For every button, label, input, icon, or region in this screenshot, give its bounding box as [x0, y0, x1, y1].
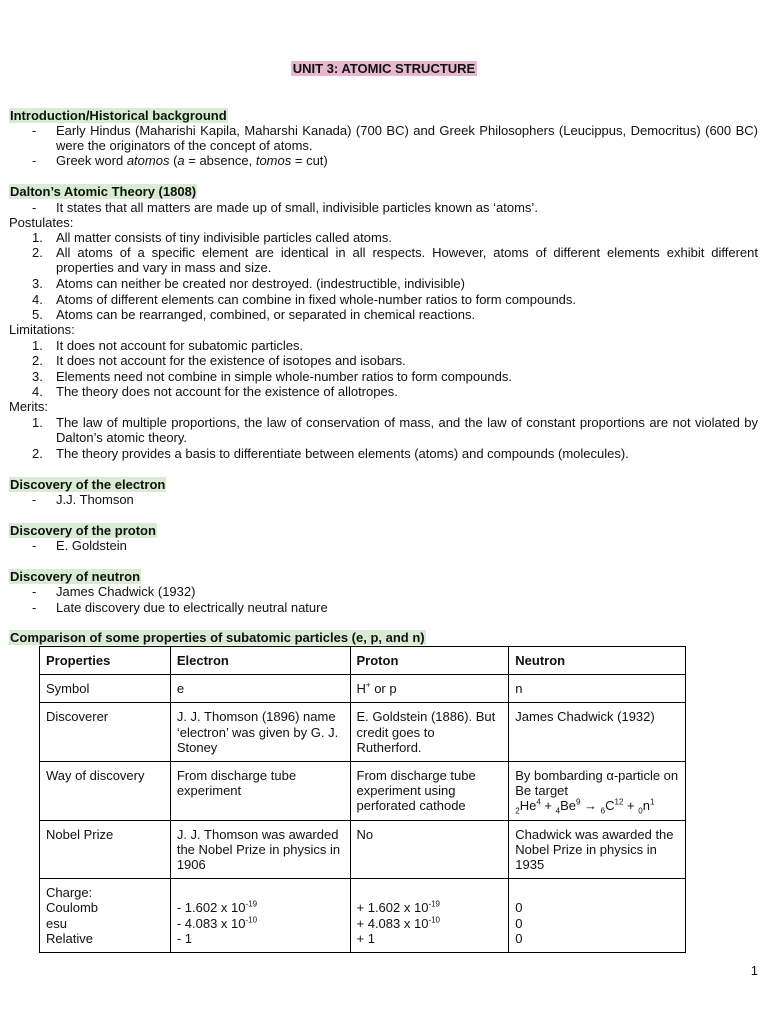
postulates-label: Postulates:: [9, 215, 74, 230]
row-label: Discoverer: [40, 703, 171, 762]
subscript: 4: [555, 807, 561, 817]
table-header-row: [40, 647, 686, 675]
row-label: Nobel Prize: [40, 820, 171, 879]
postulate-text: Atoms can be rearranged, combined, or separated in chemical reactions.: [56, 307, 476, 322]
charge-label: Charge:: [46, 885, 93, 901]
list-number: 2.: [32, 245, 43, 260]
list-number: 2.: [32, 353, 43, 368]
row-label: Symbol: [40, 675, 171, 703]
dalton-heading: Dalton’s Atomic Theory (1808): [10, 184, 197, 199]
superscript: 4: [536, 798, 541, 808]
intro-bullet-1-text: Early Hindus (Maharishi Kapila, Maharshi Kanada) (700 BC) and Greek Philosophers (Leucippus, Democritus) (600 BC) were the originators of the concept of atoms.: [56, 123, 758, 153]
charge-sub-label: Relative: [46, 930, 93, 946]
text-fragment: H: [356, 681, 366, 697]
list-number: 1.: [32, 230, 43, 245]
intro-bullet-2-text: [56, 153, 758, 168]
text-fragment: = absence,: [184, 153, 256, 168]
charge-sub-label: esu: [46, 915, 67, 931]
text-fragment: Be: [560, 798, 576, 814]
text-fragment: n: [642, 798, 650, 814]
table-cell: J. J. Thomson (1896) name ‘electron’ was given by G. J. Stoney: [170, 703, 350, 762]
neutron-item-text: James Chadwick (1932): [56, 584, 196, 599]
table-row: [40, 879, 686, 953]
superscript: -10: [245, 915, 258, 925]
list-number: 4.: [32, 292, 43, 307]
table-cell: [509, 879, 686, 953]
merit-text: The theory provides a basis to differentiate between elements (atoms) and compounds (molecules).: [56, 446, 629, 461]
list-number: 1.: [32, 338, 43, 353]
subscript: 0: [638, 807, 643, 817]
limitation-text: It does not account for the existence of isotopes and isobars.: [56, 353, 406, 368]
list-number: 1.: [32, 415, 43, 430]
postulate-text: Atoms of different elements can combine in fixed whole-number ratios to form compounds.: [56, 292, 577, 307]
table-cell: James Chadwick (1932): [509, 703, 686, 762]
table-cell: E. Goldstein (1886). But credit goes to Rutherford.: [350, 703, 509, 762]
text-fragment: (: [169, 153, 178, 168]
table-cell: e: [170, 675, 350, 703]
list-number: 2.: [32, 446, 43, 461]
header-cell: Proton: [350, 647, 509, 675]
limitation-text: Elements need not combine in simple whole-number ratios to form compounds.: [56, 369, 512, 384]
limitations-label: Limitations:: [9, 322, 75, 337]
charge-value: 0: [515, 915, 523, 931]
table-row: [40, 762, 686, 821]
arrow-symbol: →: [580, 798, 601, 814]
text-fragment: +: [623, 798, 639, 814]
superscript: 9: [575, 798, 581, 808]
table-cell: Chadwick was awarded the Nobel Prize in physics in 1935: [509, 820, 686, 879]
page-title: UNIT 3: ATOMIC STRUCTURE: [292, 61, 476, 76]
proton-item-text: E. Goldstein: [56, 538, 127, 553]
page-number: 1: [750, 963, 758, 978]
row-label: Way of discovery: [40, 762, 171, 821]
dash-marker: -: [32, 538, 37, 553]
table-cell: [350, 879, 509, 953]
charge-value: + 1.602 x 10: [356, 900, 429, 916]
electron-item-text: J.J. Thomson: [56, 492, 134, 507]
row-label: [40, 879, 171, 953]
text-fragment: = cut): [291, 153, 328, 168]
charge-value: 0: [515, 900, 523, 916]
comparison-table: [39, 646, 686, 953]
intro-heading: Introduction/Historical background: [10, 108, 227, 123]
header-cell: Properties: [40, 647, 171, 675]
list-number: 3.: [32, 369, 43, 384]
superscript: +: [365, 680, 371, 690]
charge-value: - 1: [176, 930, 192, 946]
limitation-text: It does not account for subatomic particles.: [56, 338, 304, 353]
charge-value: - 1.602 x 10: [176, 900, 246, 916]
dash-marker: -: [32, 200, 37, 215]
table-cell: From discharge tube experiment: [170, 762, 350, 821]
text-fragment: C: [605, 798, 615, 814]
table-row: [40, 675, 686, 703]
text-fragment: or p: [370, 681, 397, 697]
table-cell: [350, 675, 509, 703]
italic-term: atomos: [126, 153, 170, 168]
proton-heading: Discovery of the proton: [10, 523, 156, 538]
italic-term: a: [177, 153, 185, 168]
list-number: 4.: [32, 384, 43, 399]
merits-label: Merits:: [9, 399, 48, 414]
merit-text: The law of multiple proportions, the law of conservation of mass, and the law of constant proportions are not violated by Dalton’s atomic theory.: [56, 415, 758, 446]
neutron-heading: Discovery of neutron: [10, 569, 141, 584]
table-row: [40, 820, 686, 879]
list-number: 5.: [32, 307, 43, 322]
nuclear-equation: [515, 798, 655, 817]
text-fragment: +: [540, 798, 556, 814]
charge-value: + 4.083 x 10: [356, 915, 429, 931]
text-fragment: He: [519, 798, 537, 814]
table-cell: n: [509, 675, 686, 703]
charge-value: 0: [515, 930, 523, 946]
electron-heading: Discovery of the electron: [10, 477, 166, 492]
header-cell: Neutron: [509, 647, 686, 675]
superscript: 1: [649, 798, 655, 808]
dash-marker: -: [32, 123, 37, 138]
table-cell: No: [350, 820, 509, 879]
neutron-item-text: Late discovery due to electrically neutral nature: [56, 600, 328, 615]
way-text: By bombarding α-particle on Be target: [515, 768, 679, 799]
superscript: -19: [428, 900, 440, 910]
title-container: [0, 61, 768, 76]
charge-value: - 4.083 x 10: [176, 915, 246, 931]
dash-marker: -: [32, 584, 37, 599]
charge-value: + 1: [356, 930, 375, 946]
table-cell: [170, 879, 350, 953]
superscript: -19: [245, 900, 258, 910]
text-fragment: Greek word: [56, 153, 127, 168]
charge-sub-label: Coulomb: [46, 900, 99, 916]
postulate-text: All matter consists of tiny indivisible particles called atoms.: [56, 230, 392, 245]
dalton-statement-text: It states that all matters are made up of small, indivisible particles known as ‘atoms’.: [56, 200, 538, 215]
table-row: [40, 703, 686, 762]
header-cell: Electron: [170, 647, 350, 675]
table-cell: J. J. Thomson was awarded the Nobel Prize in physics in 1906: [170, 820, 350, 879]
comparison-heading: Comparison of some properties of subatomic particles (e, p, and n): [10, 630, 425, 645]
postulate-text: All atoms of a specific element are identical in all respects. However, atoms of different elements exhibit different properties and vary in mass and size.: [56, 245, 758, 276]
dash-marker: -: [32, 153, 37, 168]
subscript: 2: [515, 807, 520, 817]
subscript: 6: [600, 807, 606, 817]
italic-term: tomos: [255, 153, 292, 168]
list-number: 3.: [32, 276, 43, 291]
limitation-text: The theory does not account for the existence of allotropes.: [56, 384, 398, 399]
dash-marker: -: [32, 600, 37, 615]
table-cell: [509, 762, 686, 821]
dash-marker: -: [32, 492, 37, 507]
postulate-text: Atoms can neither be created nor destroyed. (indestructible, indivisible): [56, 276, 465, 291]
superscript: 12: [614, 798, 624, 808]
superscript: -10: [428, 915, 440, 925]
table-cell: From discharge tube experiment using perforated cathode: [350, 762, 509, 821]
